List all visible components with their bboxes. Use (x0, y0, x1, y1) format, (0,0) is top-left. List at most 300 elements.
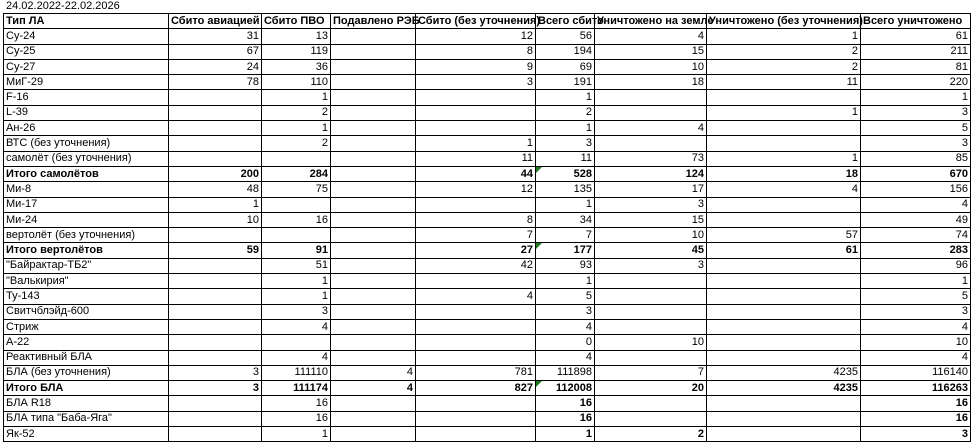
value-cell[interactable] (536, 59, 595, 74)
value-cell[interactable] (536, 90, 595, 105)
value-cell[interactable] (861, 335, 971, 350)
value-cell[interactable] (262, 197, 331, 212)
table-row (4, 90, 971, 105)
value-cell[interactable] (595, 197, 707, 212)
row-label-cell[interactable] (4, 197, 169, 212)
value-cell[interactable] (416, 228, 536, 243)
value-cell[interactable] (331, 335, 416, 350)
value-cell[interactable] (861, 243, 971, 258)
value-cell[interactable] (169, 243, 262, 258)
row-label-cell[interactable] (4, 396, 169, 411)
value-cell[interactable] (262, 427, 331, 442)
row-label-cell[interactable] (4, 212, 169, 227)
value-cell[interactable] (331, 411, 416, 426)
value-cell[interactable] (169, 90, 262, 105)
value-cell[interactable] (595, 182, 707, 197)
value-cell[interactable] (331, 90, 416, 105)
value-cell[interactable] (331, 44, 416, 59)
value-cell[interactable] (262, 44, 331, 59)
value-cell[interactable] (331, 396, 416, 411)
value-cell[interactable] (262, 304, 331, 319)
value-cell[interactable] (536, 381, 595, 396)
row-label-cell[interactable] (4, 258, 169, 273)
value-cell[interactable] (595, 258, 707, 273)
value-cell[interactable] (595, 350, 707, 365)
value-cell[interactable] (262, 29, 331, 44)
value-cell[interactable] (169, 121, 262, 136)
value-cell[interactable] (169, 335, 262, 350)
row-label-cell[interactable] (4, 274, 169, 289)
value-cell[interactable] (169, 411, 262, 426)
value-cell[interactable] (536, 228, 595, 243)
value-cell[interactable] (595, 365, 707, 380)
value-cell[interactable] (262, 212, 331, 227)
row-label-cell[interactable] (4, 365, 169, 380)
value-cell[interactable] (595, 289, 707, 304)
row-label-cell[interactable] (4, 151, 169, 166)
value-cell[interactable] (707, 381, 861, 396)
value-cell[interactable] (169, 258, 262, 273)
value-cell[interactable] (536, 289, 595, 304)
cell-text: 1 (321, 121, 328, 134)
value-cell[interactable] (536, 151, 595, 166)
cell-text: 2 (321, 137, 328, 150)
cell-text: самолёт (без уточнения) (6, 152, 132, 165)
value-cell[interactable] (861, 274, 971, 289)
value-cell[interactable] (331, 381, 416, 396)
value-cell[interactable] (416, 396, 536, 411)
value-cell[interactable] (169, 105, 262, 120)
value-cell[interactable] (707, 166, 861, 181)
value-cell[interactable] (861, 182, 971, 197)
value-cell[interactable] (331, 350, 416, 365)
table-body (4, 29, 971, 442)
value-cell[interactable] (169, 75, 262, 90)
row-label-cell[interactable] (4, 121, 169, 136)
value-cell[interactable] (536, 29, 595, 44)
cell-text: 3 (252, 381, 259, 394)
value-cell[interactable] (169, 289, 262, 304)
row-label-cell[interactable] (4, 427, 169, 442)
value-cell[interactable] (331, 151, 416, 166)
value-cell[interactable] (536, 182, 595, 197)
value-cell[interactable] (595, 274, 707, 289)
value-cell[interactable] (416, 75, 536, 90)
date-range-cell[interactable]: 24.02.2022-22.02.2026 (6, 0, 120, 12)
value-cell[interactable] (416, 151, 536, 166)
value-cell[interactable] (262, 166, 331, 181)
value-cell[interactable] (169, 197, 262, 212)
cell-text: 7 (526, 228, 533, 241)
value-cell[interactable] (861, 411, 971, 426)
column-header[interactable]: Подавлено РЭБ (331, 14, 416, 29)
value-cell[interactable] (707, 304, 861, 319)
value-cell[interactable] (169, 29, 262, 44)
value-cell[interactable] (536, 136, 595, 151)
cell-text: 1 (585, 91, 592, 104)
cell-text: 17 (691, 182, 704, 195)
value-cell[interactable] (536, 350, 595, 365)
value-cell[interactable] (169, 350, 262, 365)
table-row (4, 258, 971, 273)
value-cell[interactable] (331, 365, 416, 380)
value-cell[interactable] (262, 121, 331, 136)
value-cell[interactable] (416, 166, 536, 181)
value-cell[interactable] (262, 274, 331, 289)
value-cell[interactable] (416, 304, 536, 319)
cell-text: 1 (961, 274, 968, 287)
value-cell[interactable] (416, 59, 536, 74)
value-cell[interactable] (169, 166, 262, 181)
cell-text: 284 (309, 167, 328, 180)
value-cell[interactable] (536, 427, 595, 442)
cell-text: 59 (246, 244, 259, 257)
value-cell[interactable] (262, 90, 331, 105)
row-label-cell[interactable] (4, 228, 169, 243)
value-cell[interactable] (861, 59, 971, 74)
row-label-cell[interactable] (4, 29, 169, 44)
value-cell[interactable] (262, 151, 331, 166)
value-cell[interactable] (595, 228, 707, 243)
cell-text: 4 (961, 351, 968, 364)
value-cell[interactable] (169, 396, 262, 411)
value-cell[interactable] (262, 75, 331, 90)
cell-text: 2 (321, 106, 328, 119)
value-cell[interactable] (262, 396, 331, 411)
cell-text: 110 (310, 75, 328, 88)
cell-text: 1 (851, 106, 858, 119)
value-cell[interactable] (416, 350, 536, 365)
value-cell[interactable] (331, 197, 416, 212)
value-cell[interactable] (595, 75, 707, 90)
value-cell[interactable] (536, 243, 595, 258)
row-label-cell[interactable] (4, 44, 169, 59)
cell-text: 11 (521, 152, 533, 165)
row-label-cell[interactable] (4, 381, 169, 396)
value-cell[interactable] (861, 44, 971, 59)
cell-text: Су-25 (6, 45, 36, 58)
row-label-cell[interactable] (4, 90, 169, 105)
value-cell[interactable] (169, 381, 262, 396)
value-cell[interactable] (416, 90, 536, 105)
value-cell[interactable] (416, 212, 536, 227)
value-cell[interactable] (707, 121, 861, 136)
cell-text: 10 (691, 228, 704, 241)
value-cell[interactable] (169, 59, 262, 74)
value-cell[interactable] (861, 350, 971, 365)
value-cell[interactable] (861, 121, 971, 136)
column-header[interactable]: Сбито (без уточнения) (416, 14, 536, 29)
value-cell[interactable] (262, 365, 331, 380)
cell-text: 81 (955, 60, 968, 73)
column-header[interactable]: Всего сбито (536, 14, 595, 29)
total-row (4, 381, 971, 396)
value-cell[interactable] (169, 44, 262, 59)
row-label-cell[interactable] (4, 319, 169, 334)
column-header[interactable]: Сбито авиацией (169, 14, 262, 29)
value-cell[interactable] (707, 136, 861, 151)
row-label-cell[interactable] (4, 304, 169, 319)
value-cell[interactable] (262, 335, 331, 350)
value-cell[interactable] (861, 75, 971, 90)
value-cell[interactable] (331, 166, 416, 181)
value-cell[interactable] (595, 427, 707, 442)
value-cell[interactable] (536, 212, 595, 227)
value-cell[interactable] (595, 44, 707, 59)
row-label-cell[interactable] (4, 59, 169, 74)
cell-text: Ми-17 (6, 198, 38, 211)
value-cell[interactable] (331, 121, 416, 136)
value-cell[interactable] (536, 411, 595, 426)
cell-text: 1 (961, 91, 968, 104)
value-cell[interactable] (169, 304, 262, 319)
value-cell[interactable] (595, 136, 707, 151)
value-cell[interactable] (861, 304, 971, 319)
value-cell[interactable] (262, 411, 331, 426)
value-cell[interactable] (416, 335, 536, 350)
value-cell[interactable] (861, 396, 971, 411)
value-cell[interactable] (861, 228, 971, 243)
value-cell[interactable] (331, 228, 416, 243)
column-header[interactable]: Тип ЛА (4, 14, 169, 29)
value-cell[interactable] (707, 75, 861, 90)
value-cell[interactable] (331, 182, 416, 197)
value-cell[interactable] (416, 197, 536, 212)
value-cell[interactable] (169, 228, 262, 243)
value-cell[interactable] (707, 289, 861, 304)
value-cell[interactable] (707, 411, 861, 426)
value-cell[interactable] (416, 427, 536, 442)
value-cell[interactable] (416, 136, 536, 151)
table-row (4, 396, 971, 411)
value-cell[interactable] (416, 243, 536, 258)
value-cell[interactable] (536, 44, 595, 59)
cell-text: МиГ-29 (6, 75, 44, 88)
value-cell[interactable] (595, 166, 707, 181)
value-cell[interactable] (536, 75, 595, 90)
column-header[interactable]: Сбито ПВО (262, 14, 331, 29)
value-cell[interactable] (331, 243, 416, 258)
cell-text: 8 (526, 213, 533, 226)
value-cell[interactable] (331, 319, 416, 334)
cell-text: 4 (321, 351, 328, 364)
value-cell[interactable] (707, 212, 861, 227)
value-cell[interactable] (331, 75, 416, 90)
cell-text: 5 (585, 289, 592, 302)
value-cell[interactable] (262, 243, 331, 258)
cell-text: 12 (520, 29, 533, 42)
value-cell[interactable] (262, 289, 331, 304)
value-cell[interactable] (536, 274, 595, 289)
value-cell[interactable] (416, 105, 536, 120)
value-cell[interactable] (707, 365, 861, 380)
value-cell[interactable] (536, 319, 595, 334)
value-cell[interactable] (707, 243, 861, 258)
value-cell[interactable] (536, 105, 595, 120)
value-cell[interactable] (861, 289, 971, 304)
value-cell[interactable] (707, 105, 861, 120)
value-cell[interactable] (536, 396, 595, 411)
value-cell[interactable] (595, 105, 707, 120)
value-cell[interactable] (707, 350, 861, 365)
row-label-cell[interactable] (4, 136, 169, 151)
value-cell[interactable] (861, 166, 971, 181)
value-cell[interactable] (262, 228, 331, 243)
value-cell[interactable] (416, 258, 536, 273)
cell-text: 18 (691, 75, 704, 88)
value-cell[interactable] (416, 44, 536, 59)
value-cell[interactable] (707, 151, 861, 166)
value-cell[interactable] (595, 212, 707, 227)
value-cell[interactable] (169, 274, 262, 289)
value-cell[interactable] (595, 243, 707, 258)
cell-text: 10 (691, 60, 704, 73)
value-cell[interactable] (595, 90, 707, 105)
value-cell[interactable] (536, 121, 595, 136)
cell-text: 44 (520, 167, 533, 180)
value-cell[interactable] (861, 105, 971, 120)
value-cell[interactable] (861, 427, 971, 442)
value-cell[interactable] (707, 59, 861, 74)
value-cell[interactable] (861, 136, 971, 151)
value-cell[interactable] (416, 381, 536, 396)
value-cell[interactable] (595, 396, 707, 411)
value-cell[interactable] (262, 182, 331, 197)
value-cell[interactable] (595, 151, 707, 166)
value-cell[interactable] (707, 44, 861, 59)
column-header[interactable]: Всего уничтожено (861, 14, 971, 29)
value-cell[interactable] (169, 151, 262, 166)
value-cell[interactable] (861, 319, 971, 334)
value-cell[interactable] (595, 335, 707, 350)
losses-table (3, 13, 971, 442)
value-cell[interactable] (262, 350, 331, 365)
value-cell[interactable] (262, 105, 331, 120)
value-cell[interactable] (861, 365, 971, 380)
value-cell[interactable] (416, 365, 536, 380)
value-cell[interactable] (262, 258, 331, 273)
value-cell[interactable] (416, 121, 536, 136)
column-header[interactable]: Уничтожено на земле (595, 14, 707, 29)
value-cell[interactable] (595, 319, 707, 334)
value-cell[interactable] (595, 59, 707, 74)
value-cell[interactable] (416, 411, 536, 426)
table-row (4, 335, 971, 350)
value-cell[interactable] (707, 258, 861, 273)
value-cell[interactable] (331, 289, 416, 304)
value-cell[interactable] (861, 151, 971, 166)
cell-text: 16 (315, 412, 328, 425)
cell-text: 3 (526, 75, 533, 88)
value-cell[interactable] (416, 319, 536, 334)
value-cell[interactable] (595, 121, 707, 136)
value-cell[interactable] (595, 304, 707, 319)
value-cell[interactable] (331, 29, 416, 44)
value-cell[interactable] (707, 90, 861, 105)
value-cell[interactable] (536, 304, 595, 319)
value-cell[interactable] (707, 427, 861, 442)
row-label-cell[interactable] (4, 182, 169, 197)
value-cell[interactable] (416, 182, 536, 197)
value-cell[interactable] (707, 396, 861, 411)
cell-text: 16 (955, 397, 968, 410)
value-cell[interactable] (707, 335, 861, 350)
value-cell[interactable] (536, 197, 595, 212)
value-cell[interactable] (331, 136, 416, 151)
value-cell[interactable] (262, 381, 331, 396)
cell-text: 69 (579, 60, 592, 73)
column-header[interactable]: Уничтожено (без уточнения) (707, 14, 861, 29)
cell-text: 4 (851, 182, 858, 195)
value-cell[interactable] (169, 212, 262, 227)
row-label-cell[interactable] (4, 289, 169, 304)
value-cell[interactable] (331, 274, 416, 289)
value-cell[interactable] (262, 59, 331, 74)
cell-text: Свитчблэйд-600 (6, 305, 90, 318)
value-cell[interactable] (595, 381, 707, 396)
value-cell[interactable] (861, 381, 971, 396)
value-cell[interactable] (169, 365, 262, 380)
row-label-cell[interactable] (4, 350, 169, 365)
row-label-cell[interactable] (4, 335, 169, 350)
value-cell[interactable] (595, 29, 707, 44)
value-cell[interactable] (169, 136, 262, 151)
value-cell[interactable] (536, 258, 595, 273)
value-cell[interactable] (707, 182, 861, 197)
value-cell[interactable] (169, 427, 262, 442)
value-cell[interactable] (536, 335, 595, 350)
table-row (4, 212, 971, 227)
value-cell[interactable] (861, 197, 971, 212)
value-cell[interactable] (169, 319, 262, 334)
value-cell[interactable] (416, 274, 536, 289)
row-label-cell[interactable] (4, 75, 169, 90)
value-cell[interactable] (262, 319, 331, 334)
value-cell[interactable] (331, 105, 416, 120)
value-cell[interactable] (331, 304, 416, 319)
value-cell[interactable] (707, 319, 861, 334)
value-cell[interactable] (331, 427, 416, 442)
value-cell[interactable] (416, 289, 536, 304)
row-label-cell[interactable] (4, 243, 169, 258)
cell-text: 4235 (833, 381, 858, 394)
cell-text: 3 (585, 137, 592, 150)
value-cell[interactable] (707, 228, 861, 243)
value-cell[interactable] (536, 166, 595, 181)
value-cell[interactable] (861, 212, 971, 227)
table-row (4, 136, 971, 151)
row-label-cell[interactable] (4, 166, 169, 181)
value-cell[interactable] (536, 365, 595, 380)
value-cell[interactable] (707, 197, 861, 212)
value-cell[interactable] (861, 258, 971, 273)
value-cell[interactable] (331, 212, 416, 227)
value-cell[interactable] (169, 182, 262, 197)
value-cell[interactable] (595, 411, 707, 426)
value-cell[interactable] (707, 274, 861, 289)
cell-text: 4235 (833, 366, 858, 379)
value-cell[interactable] (331, 258, 416, 273)
row-label-cell[interactable] (4, 105, 169, 120)
value-cell[interactable] (861, 90, 971, 105)
cell-text: 1 (585, 274, 592, 287)
value-cell[interactable] (262, 136, 331, 151)
value-cell[interactable] (331, 59, 416, 74)
value-cell[interactable] (707, 29, 861, 44)
value-cell[interactable] (861, 29, 971, 44)
row-label-cell[interactable] (4, 411, 169, 426)
value-cell[interactable] (416, 29, 536, 44)
